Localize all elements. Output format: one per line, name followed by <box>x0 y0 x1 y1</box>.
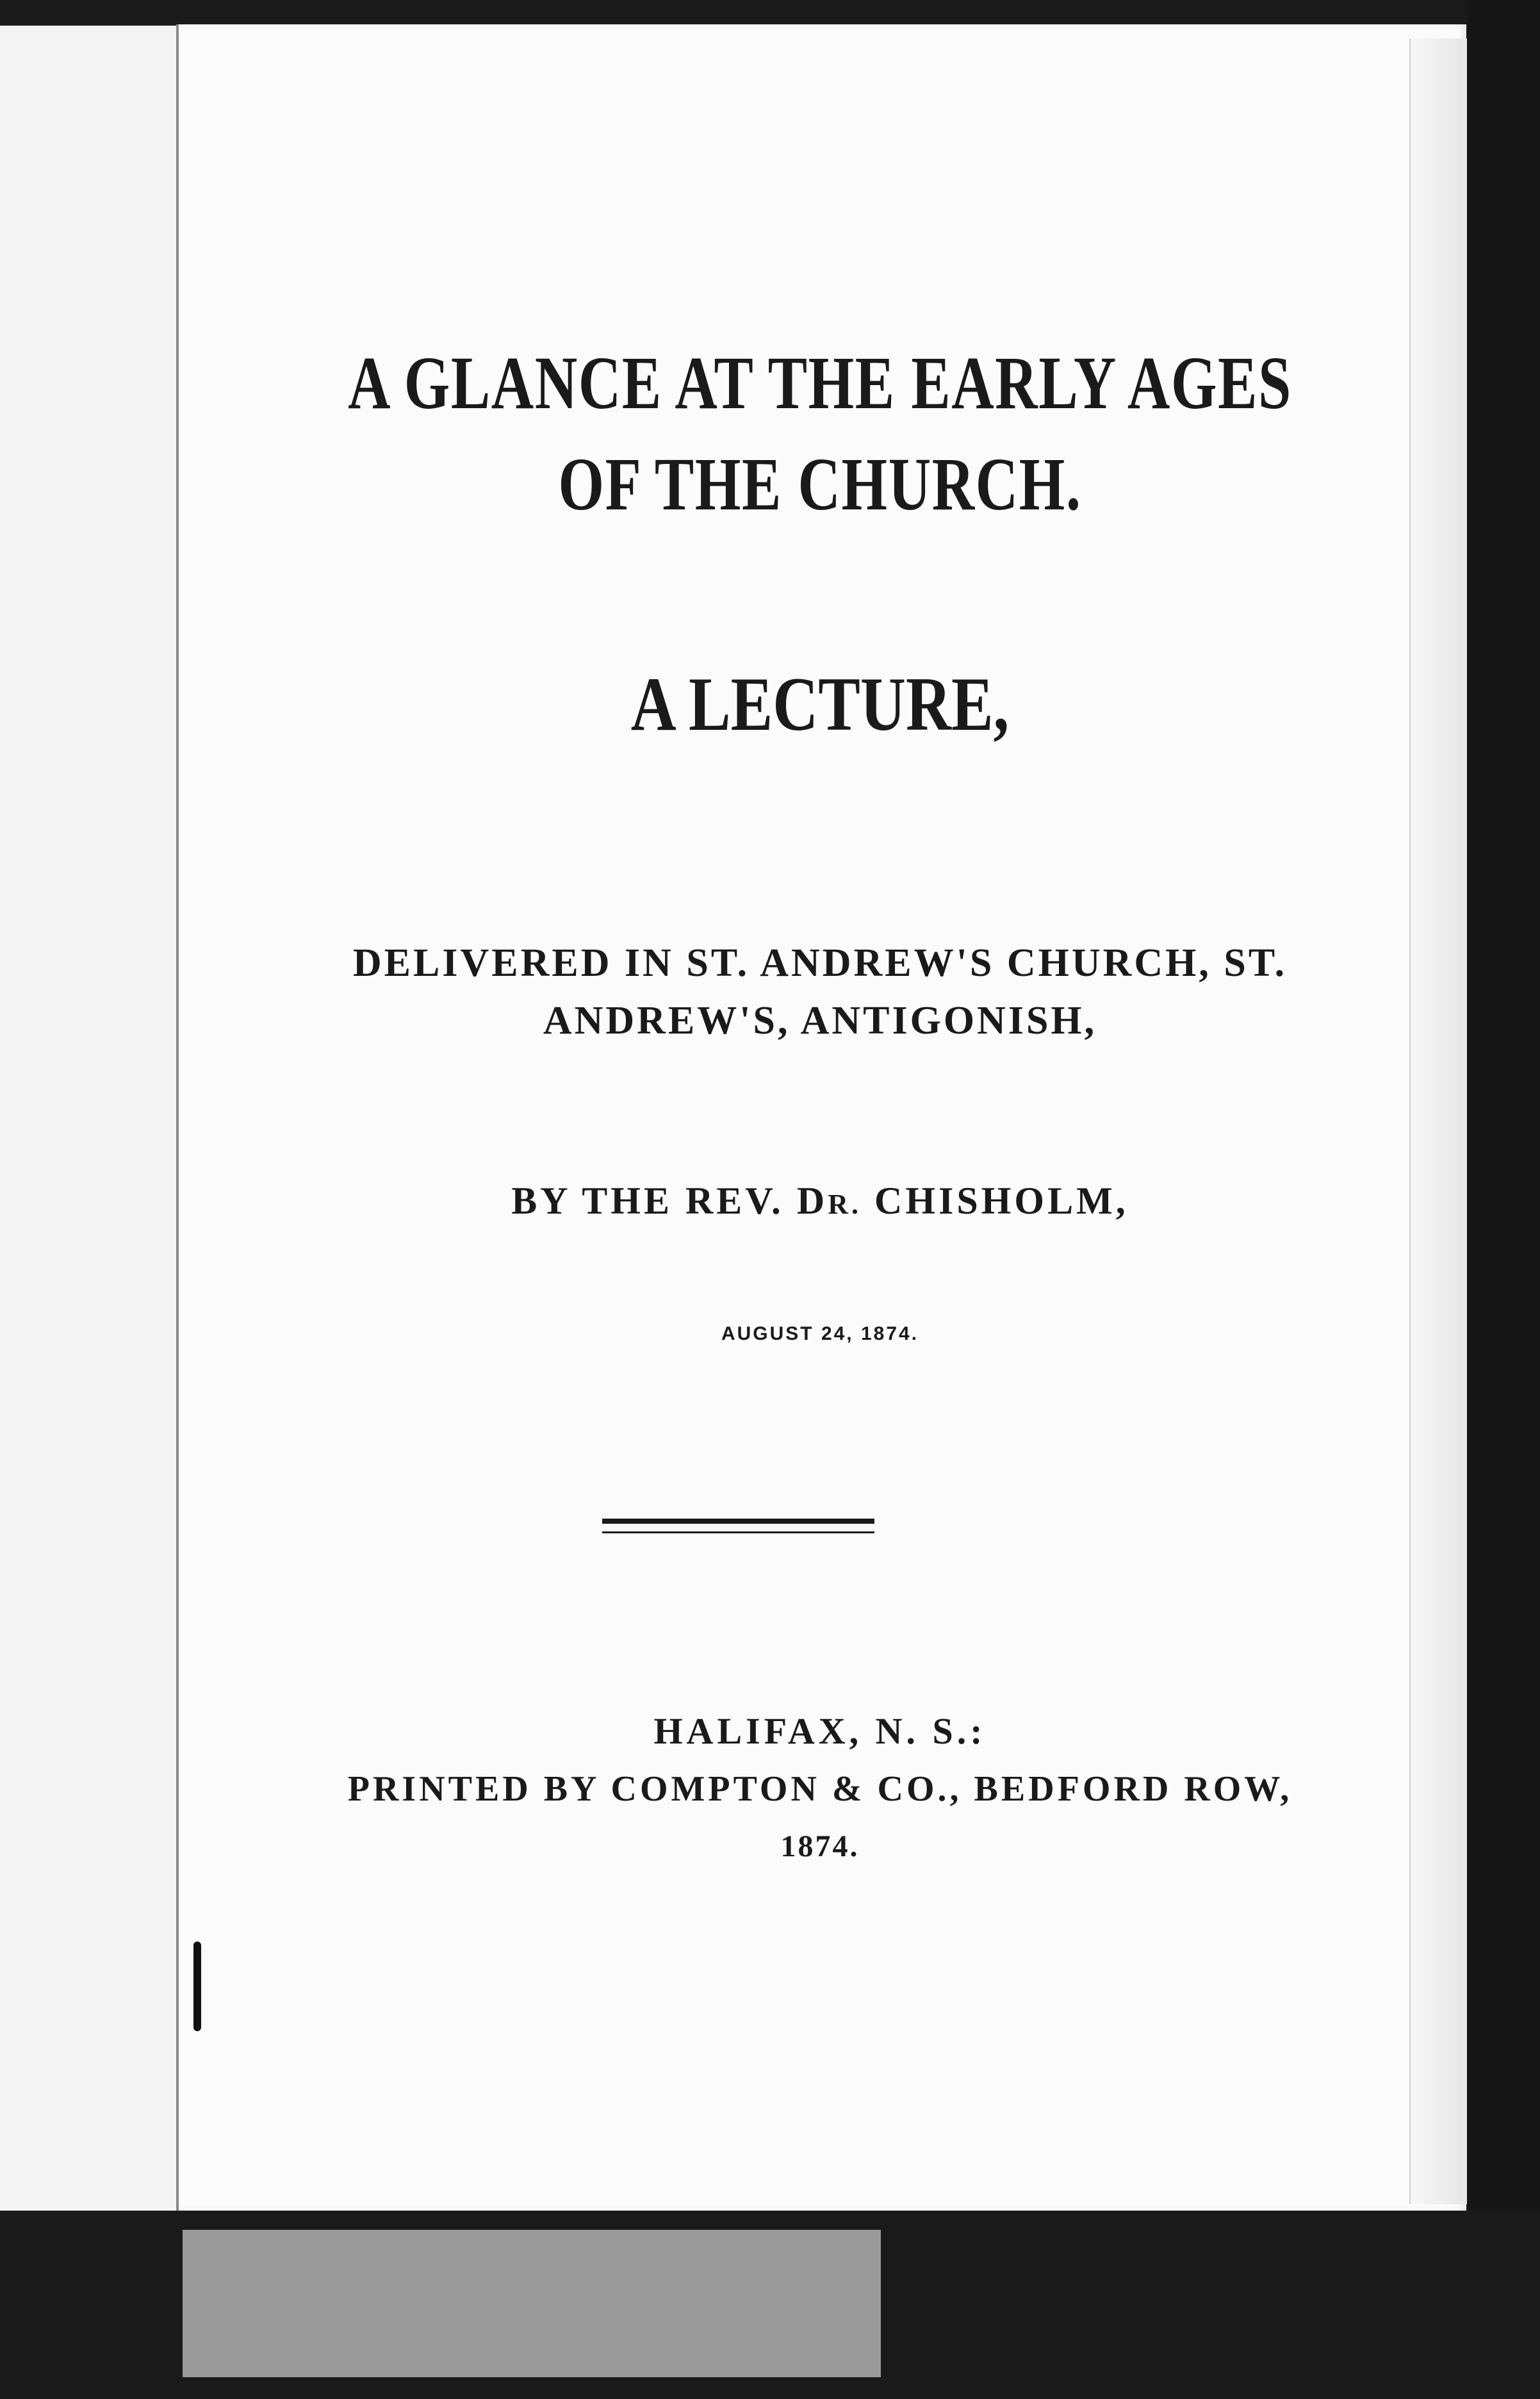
scan-right-border <box>1467 0 1540 2399</box>
previous-page-edge <box>0 26 178 2211</box>
divider-rule-thick <box>602 1519 874 1524</box>
binding-mark <box>193 1941 201 2031</box>
imprint-year: 1874. <box>780 1829 860 1863</box>
author-prefix: BY THE REV. <box>511 1180 784 1222</box>
delivered-line-2: ANDREW'S, ANTIGONISH, <box>543 999 1097 1043</box>
scan-bottom-label-strip <box>183 2230 881 2377</box>
title-line-1: A GLANCE AT THE EARLY AGES <box>348 341 1292 425</box>
title-line-2: OF THE CHURCH. <box>558 442 1082 526</box>
imprint-place: HALIFAX, N. S.: <box>653 1710 987 1752</box>
page-right-edge <box>1409 38 1468 2204</box>
delivered-line-1: DELIVERED IN ST. ANDREW'S CHURCH, ST. <box>352 941 1288 985</box>
divider-rule-thin <box>602 1531 874 1533</box>
author-line <box>176 1179 1464 1223</box>
lecture-date: AUGUST 24, 1874. <box>721 1323 919 1344</box>
author-honorific <box>797 1180 862 1222</box>
imprint-printer: PRINTED BY COMPTON & CO., BEDFORD ROW, <box>347 1769 1293 1809</box>
author-name: CHISHOLM, <box>874 1180 1129 1222</box>
subtitle: A LECTURE, <box>630 661 1010 746</box>
author-honorific-initial: D <box>796 1180 828 1222</box>
author-honorific-rest: R. <box>828 1189 862 1220</box>
